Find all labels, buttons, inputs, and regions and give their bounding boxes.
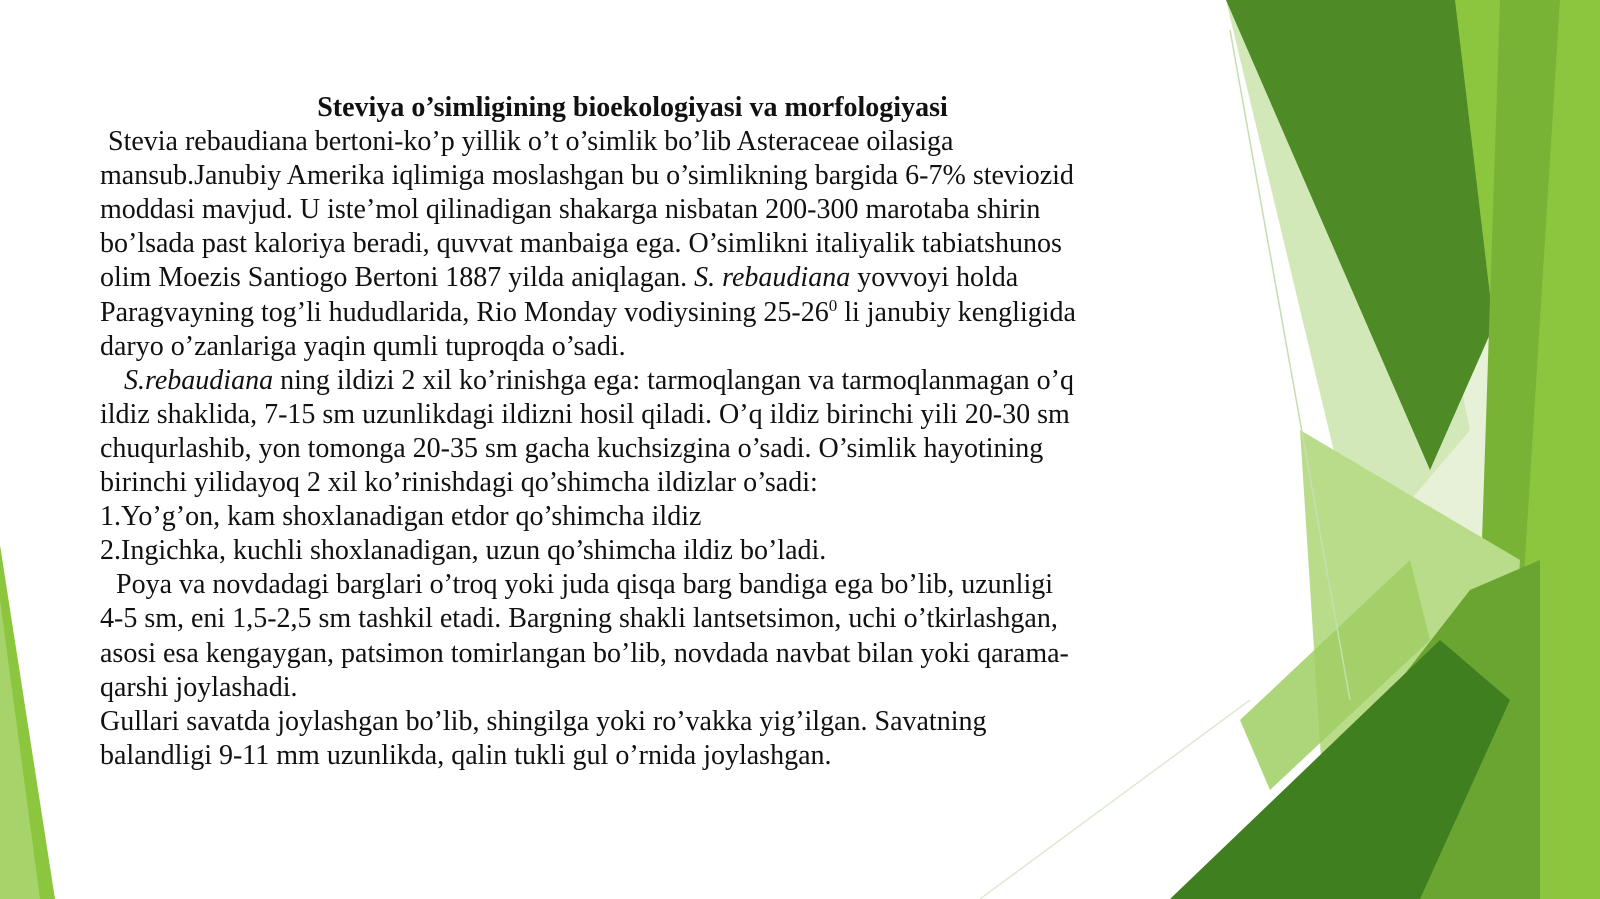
text-line: [100, 296, 1210, 330]
slide-body: [100, 91, 1210, 773]
text-line: [100, 261, 1210, 295]
text-line: moddasi mavjud. U iste’mol qilinadigan shakarga nisbatan 200-300 marotaba shirin: [100, 194, 1041, 226]
text-line: mansub.Janubiy Amerika iqlimiga moslashgan bu o’simlikning bargida 6-7% steviozid: [100, 160, 1074, 192]
paragraph-leaves: [100, 568, 1210, 704]
text-segment: ning ildizi 2 xil ko’rinishga ega: tarmoqlangan va tarmoqlanmagan o’q: [273, 364, 1074, 396]
text-line: chuqurlashib, yon tomonga 20-35 sm gacha kuchsizgina o’sadi. O’simlik hayotining: [100, 432, 1044, 464]
text-line: balandligi 9-11 mm uzunlikda, qalin tukli gul o’rnida joylashgan.: [100, 739, 832, 771]
list-item: 2.Ingichka, kuchli shoxlanadigan, uzun qo’shimcha ildiz bo’ladi.: [100, 535, 827, 567]
species-name-italic: S.rebaudiana: [124, 364, 274, 396]
text-line: ildiz shaklida, 7-15 sm uzunlikdagi ildizni hosil qiladi. O’q ildiz birinchi yili 20-30 sm: [100, 398, 1070, 430]
text-line: 4-5 sm, eni 1,5-2,5 sm tashkil etadi. Bargning shakli lantsetsimon, uchi o’tkirlashgan,: [100, 603, 1058, 635]
text-segment: Paragvayning tog’li hududlarida, Rio Monday vodiysining 25-26: [100, 296, 829, 328]
paragraph-flowers: [100, 705, 1210, 773]
text-line: asosi esa kengaygan, patsimon tomirlangan bo’lib, novdada navbat bilan yoki qarama-: [100, 637, 1069, 669]
slide-title: Steviya o’simligining bioekologiyasi va morfologiyasi: [317, 92, 948, 123]
degree-superscript: 0: [828, 295, 838, 315]
species-name-italic: S. rebaudiana: [694, 262, 851, 294]
text-line: birinchi yilidayoq 2 xil ko’rinishdagi qo’shimcha ildizlar o’sadi:: [100, 467, 818, 499]
text-line: qarshi joylashadi.: [100, 671, 298, 703]
paragraph-introduction: [100, 125, 1210, 364]
text-line: bo’lsada past kaloriya beradi, quvvat manbaiga ega. O’simlikni italiyalik tabiatshunos: [100, 228, 1062, 260]
text-line: Stevia rebaudiana bertoni-ko’p yillik o’t o’simlik bo’lib Asteraceae oilasiga: [108, 126, 954, 158]
root-types-list: [100, 500, 1210, 568]
text-segment: yovvoyi holda: [850, 262, 1019, 294]
text-line: Poya va novdadagi barglari o’troq yoki juda qisqa barg bandiga ega bo’lib, uzunligi: [116, 569, 1054, 601]
text-line: daryo o’zanlariga yaqin qumli tuproqda o’sadi.: [100, 330, 626, 362]
text-segment: olim Moezis Santiogo Bertoni 1887 yilda aniqlagan.: [100, 262, 695, 294]
text-segment: li janubiy kengligida: [837, 296, 1076, 328]
text-line: Gullari savatda joylashgan bo’lib, shingilga yoki ro’vakka yig’ilgan. Savatning: [100, 705, 987, 737]
list-item: 1.Yo’g’on, kam shoxlanadigan etdor qo’shimcha ildiz: [100, 501, 702, 533]
text-line: [100, 364, 1210, 398]
paragraph-roots: [100, 364, 1210, 500]
